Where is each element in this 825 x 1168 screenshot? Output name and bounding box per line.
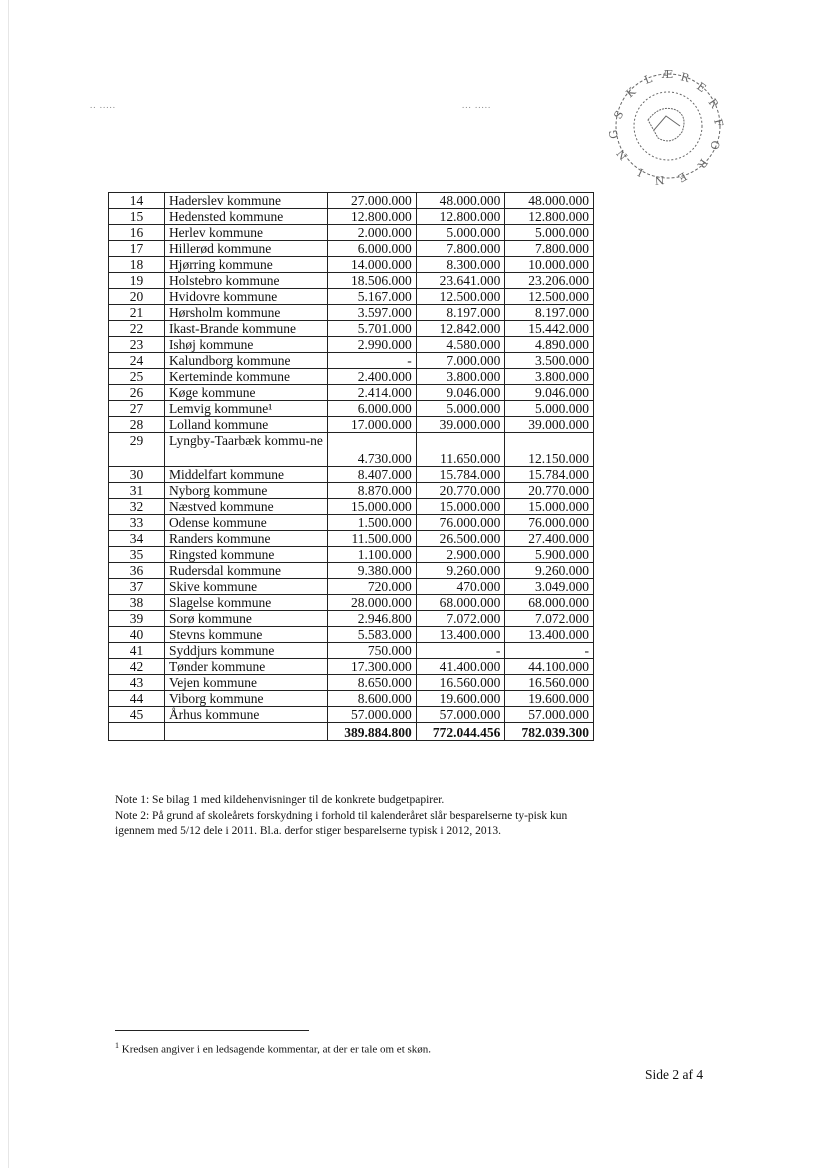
municipality-name: Viborg kommune <box>164 691 327 707</box>
total-col-2: 772.044.456 <box>416 723 505 741</box>
table-row <box>109 193 594 209</box>
total-col-3: 782.039.300 <box>505 723 594 741</box>
municipality-name: Lemvig kommune¹ <box>164 401 327 417</box>
row-number: 44 <box>109 691 165 707</box>
footnote-mark: 1 <box>115 1041 119 1050</box>
table-row <box>109 273 594 289</box>
totals-empty-cell <box>109 723 165 741</box>
table-row <box>109 515 594 531</box>
amount-col-3: 5.000.000 <box>505 401 594 417</box>
amount-col-2: 16.560.000 <box>416 675 505 691</box>
amount-col-3: 3.049.000 <box>505 579 594 595</box>
table-row <box>109 289 594 305</box>
table-row <box>109 627 594 643</box>
scan-specks-left: .. ..... <box>90 100 116 110</box>
table-row <box>109 707 594 723</box>
row-number: 26 <box>109 385 165 401</box>
notes-section <box>115 793 585 840</box>
svg-text:O: O <box>707 139 722 151</box>
amount-col-3: 48.000.000 <box>505 193 594 209</box>
amount-col-2: 15.000.000 <box>416 499 505 515</box>
municipality-name: Nyborg kommune <box>164 483 327 499</box>
amount-col-3: 57.000.000 <box>505 707 594 723</box>
row-number: 16 <box>109 225 165 241</box>
amount-col-3: 12.500.000 <box>505 289 594 305</box>
amount-col-3: 76.000.000 <box>505 515 594 531</box>
svg-text:I: I <box>635 165 646 180</box>
table-row <box>109 337 594 353</box>
municipality-name: Herlev kommune <box>164 225 327 241</box>
amount-col-3: 9.046.000 <box>505 385 594 401</box>
amount-col-3: 5.000.000 <box>505 225 594 241</box>
municipality-name: Vejen kommune <box>164 675 327 691</box>
municipality-name: Slagelse kommune <box>164 595 327 611</box>
svg-text:G: G <box>606 128 621 140</box>
row-number: 23 <box>109 337 165 353</box>
amount-col-2: 15.784.000 <box>416 467 505 483</box>
table-row <box>109 531 594 547</box>
amount-col-2: 9.260.000 <box>416 563 505 579</box>
amount-col-1: 2.400.000 <box>328 369 417 385</box>
amount-col-3: 19.600.000 <box>505 691 594 707</box>
amount-col-2: 19.600.000 <box>416 691 505 707</box>
amount-col-3: 15.784.000 <box>505 467 594 483</box>
amount-col-3: 12.800.000 <box>505 209 594 225</box>
svg-text:S: S <box>611 108 627 122</box>
amount-col-1: 2.946.800 <box>328 611 417 627</box>
seal-stamp-icon <box>596 60 746 190</box>
amount-col-1: 14.000.000 <box>328 257 417 273</box>
amount-col-2: 470.000 <box>416 579 505 595</box>
svg-text:N: N <box>654 173 665 187</box>
municipality-name: Odense kommune <box>164 515 327 531</box>
table-row <box>109 563 594 579</box>
note-2: Note 2: På grund af skoleårets forskydning i forhold til kalenderåret slår besparelserne ty-pisk kun igennem med 5/12 dele i 2011. Bl.a. derfor stiger besparelserne typisk i 2012, 2013. <box>115 809 568 837</box>
amount-col-1: 12.800.000 <box>328 209 417 225</box>
row-number: 25 <box>109 369 165 385</box>
table-row <box>109 643 594 659</box>
municipality-name: Hvidovre kommune <box>164 289 327 305</box>
municipality-name: Hørsholm kommune <box>164 305 327 321</box>
budget-table <box>108 192 594 741</box>
row-number: 15 <box>109 209 165 225</box>
amount-col-2: 2.900.000 <box>416 547 505 563</box>
table-row <box>109 675 594 691</box>
footnote-divider <box>115 1030 309 1031</box>
amount-col-2: 13.400.000 <box>416 627 505 643</box>
amount-col-3: 16.560.000 <box>505 675 594 691</box>
row-number: 17 <box>109 241 165 257</box>
amount-col-1: 17.000.000 <box>328 417 417 433</box>
amount-col-1: - <box>328 353 417 369</box>
svg-text:F: F <box>711 117 726 129</box>
table-row <box>109 595 594 611</box>
municipality-name: Rudersdal kommune <box>164 563 327 579</box>
amount-col-3: 9.260.000 <box>505 563 594 579</box>
svg-text:E: E <box>694 79 709 96</box>
municipality-name: Køge kommune <box>164 385 327 401</box>
municipality-name: Middelfart kommune <box>164 467 327 483</box>
row-number: 28 <box>109 417 165 433</box>
table-row <box>109 433 594 467</box>
footnote <box>115 1041 431 1056</box>
amount-col-3: 12.150.000 <box>505 433 594 467</box>
municipality-name: Ishøj kommune <box>164 337 327 353</box>
amount-col-2: 39.000.000 <box>416 417 505 433</box>
table-row <box>109 483 594 499</box>
table-row <box>109 225 594 241</box>
amount-col-1: 9.380.000 <box>328 563 417 579</box>
municipality-name: Stevns kommune <box>164 627 327 643</box>
svg-text:E: E <box>675 169 689 185</box>
row-number: 14 <box>109 193 165 209</box>
row-number: 41 <box>109 643 165 659</box>
amount-col-2: 76.000.000 <box>416 515 505 531</box>
amount-col-2: 20.770.000 <box>416 483 505 499</box>
amount-col-2: 68.000.000 <box>416 595 505 611</box>
budget-table-body <box>109 193 594 741</box>
row-number: 24 <box>109 353 165 369</box>
municipality-name: Næstved kommune <box>164 499 327 515</box>
amount-col-1: 6.000.000 <box>328 401 417 417</box>
row-number: 36 <box>109 563 165 579</box>
amount-col-1: 8.407.000 <box>328 467 417 483</box>
amount-col-1: 8.600.000 <box>328 691 417 707</box>
amount-col-3: 3.500.000 <box>505 353 594 369</box>
amount-col-2: 11.650.000 <box>416 433 505 467</box>
amount-col-1: 6.000.000 <box>328 241 417 257</box>
amount-col-1: 15.000.000 <box>328 499 417 515</box>
amount-col-1: 11.500.000 <box>328 531 417 547</box>
amount-col-2: 7.000.000 <box>416 353 505 369</box>
table-row <box>109 659 594 675</box>
table-row <box>109 401 594 417</box>
municipality-name: Sorø kommune <box>164 611 327 627</box>
amount-col-3: 27.400.000 <box>505 531 594 547</box>
row-number: 27 <box>109 401 165 417</box>
note-1: Note 1: Se bilag 1 med kildehenvisninger til de konkrete budgetpapirer. <box>115 794 445 806</box>
table-row <box>109 385 594 401</box>
amount-col-2: 12.842.000 <box>416 321 505 337</box>
row-number: 30 <box>109 467 165 483</box>
municipality-name: Hjørring kommune <box>164 257 327 273</box>
amount-col-2: 41.400.000 <box>416 659 505 675</box>
municipality-name: Hillerød kommune <box>164 241 327 257</box>
amount-col-3: 7.800.000 <box>505 241 594 257</box>
row-number: 39 <box>109 611 165 627</box>
amount-col-1: 5.701.000 <box>328 321 417 337</box>
table-row <box>109 579 594 595</box>
amount-col-2: - <box>416 643 505 659</box>
amount-col-3: 15.442.000 <box>505 321 594 337</box>
table-row <box>109 257 594 273</box>
amount-col-3: 44.100.000 <box>505 659 594 675</box>
table-row <box>109 241 594 257</box>
amount-col-1: 3.597.000 <box>328 305 417 321</box>
row-number: 20 <box>109 289 165 305</box>
row-number: 18 <box>109 257 165 273</box>
amount-col-3: 68.000.000 <box>505 595 594 611</box>
table-row <box>109 467 594 483</box>
svg-text:N: N <box>614 146 631 163</box>
municipality-name: Ringsted kommune <box>164 547 327 563</box>
row-number: 37 <box>109 579 165 595</box>
amount-col-3: 20.770.000 <box>505 483 594 499</box>
row-number: 40 <box>109 627 165 643</box>
amount-col-3: 3.800.000 <box>505 369 594 385</box>
total-col-1: 389.884.800 <box>328 723 417 741</box>
row-number: 43 <box>109 675 165 691</box>
svg-text:Æ: Æ <box>662 68 674 81</box>
amount-col-1: 18.506.000 <box>328 273 417 289</box>
row-number: 45 <box>109 707 165 723</box>
amount-col-2: 57.000.000 <box>416 707 505 723</box>
amount-col-3: 7.072.000 <box>505 611 594 627</box>
svg-text:R: R <box>694 156 711 171</box>
amount-col-3: - <box>505 643 594 659</box>
table-row <box>109 321 594 337</box>
svg-text:R: R <box>679 70 691 86</box>
row-number: 31 <box>109 483 165 499</box>
amount-col-2: 48.000.000 <box>416 193 505 209</box>
amount-col-3: 10.000.000 <box>505 257 594 273</box>
amount-col-1: 57.000.000 <box>328 707 417 723</box>
amount-col-1: 28.000.000 <box>328 595 417 611</box>
municipality-name: Holstebro kommune <box>164 273 327 289</box>
table-row <box>109 209 594 225</box>
svg-text:L: L <box>642 72 654 87</box>
amount-col-2: 8.300.000 <box>416 257 505 273</box>
amount-col-1: 5.583.000 <box>328 627 417 643</box>
table-row <box>109 369 594 385</box>
amount-col-2: 23.641.000 <box>416 273 505 289</box>
municipality-name: Kerteminde kommune <box>164 369 327 385</box>
amount-col-2: 26.500.000 <box>416 531 505 547</box>
municipality-name: Haderslev kommune <box>164 193 327 209</box>
amount-col-3: 23.206.000 <box>505 273 594 289</box>
amount-col-3: 5.900.000 <box>505 547 594 563</box>
footnote-text: Kredsen angiver i en ledsagende kommentar, at der er tale om et skøn. <box>121 1043 432 1056</box>
amount-col-2: 12.500.000 <box>416 289 505 305</box>
municipality-name: Lolland kommune <box>164 417 327 433</box>
row-number: 29 <box>109 433 165 467</box>
scan-specks-right: ... ..... <box>462 100 492 110</box>
amount-col-3: 4.890.000 <box>505 337 594 353</box>
amount-col-1: 1.500.000 <box>328 515 417 531</box>
municipality-name: Syddjurs kommune <box>164 643 327 659</box>
amount-col-1: 720.000 <box>328 579 417 595</box>
municipality-name: Skive kommune <box>164 579 327 595</box>
municipality-name: Hedensted kommune <box>164 209 327 225</box>
municipality-name: Randers kommune <box>164 531 327 547</box>
amount-col-1: 1.100.000 <box>328 547 417 563</box>
row-number: 21 <box>109 305 165 321</box>
amount-col-2: 9.046.000 <box>416 385 505 401</box>
scan-edge-line <box>8 0 9 1168</box>
amount-col-1: 8.650.000 <box>328 675 417 691</box>
table-row <box>109 611 594 627</box>
page-number: Side 2 af 4 <box>645 1067 704 1082</box>
svg-text:R: R <box>705 96 721 111</box>
table-row <box>109 499 594 515</box>
row-number: 19 <box>109 273 165 289</box>
amount-col-1: 5.167.000 <box>328 289 417 305</box>
municipality-name: Tønder kommune <box>164 659 327 675</box>
amount-col-3: 13.400.000 <box>505 627 594 643</box>
row-number: 34 <box>109 531 165 547</box>
amount-col-2: 12.800.000 <box>416 209 505 225</box>
municipality-name: Kalundborg kommune <box>164 353 327 369</box>
amount-col-2: 3.800.000 <box>416 369 505 385</box>
municipality-name: Lyngby-Taarbæk kommu-ne <box>164 433 327 467</box>
amount-col-3: 39.000.000 <box>505 417 594 433</box>
amount-col-1: 8.870.000 <box>328 483 417 499</box>
row-number: 35 <box>109 547 165 563</box>
amount-col-1: 2.414.000 <box>328 385 417 401</box>
amount-col-1: 750.000 <box>328 643 417 659</box>
row-number: 38 <box>109 595 165 611</box>
table-row <box>109 353 594 369</box>
amount-col-1: 17.300.000 <box>328 659 417 675</box>
amount-col-2: 7.072.000 <box>416 611 505 627</box>
row-number: 42 <box>109 659 165 675</box>
table-row <box>109 417 594 433</box>
amount-col-2: 7.800.000 <box>416 241 505 257</box>
totals-empty-cell <box>164 723 327 741</box>
table-row <box>109 547 594 563</box>
amount-col-3: 15.000.000 <box>505 499 594 515</box>
row-number: 32 <box>109 499 165 515</box>
amount-col-1: 27.000.000 <box>328 193 417 209</box>
amount-col-2: 5.000.000 <box>416 401 505 417</box>
table-row <box>109 305 594 321</box>
amount-col-2: 4.580.000 <box>416 337 505 353</box>
row-number: 33 <box>109 515 165 531</box>
amount-col-2: 5.000.000 <box>416 225 505 241</box>
row-number: 22 <box>109 321 165 337</box>
amount-col-1: 2.000.000 <box>328 225 417 241</box>
amount-col-1: 4.730.000 <box>328 433 417 467</box>
amount-col-3: 8.197.000 <box>505 305 594 321</box>
amount-col-2: 8.197.000 <box>416 305 505 321</box>
municipality-name: Århus kommune <box>164 707 327 723</box>
svg-text:K: K <box>623 85 639 101</box>
table-row <box>109 691 594 707</box>
municipality-name: Ikast-Brande kommune <box>164 321 327 337</box>
amount-col-1: 2.990.000 <box>328 337 417 353</box>
totals-row <box>109 723 594 741</box>
